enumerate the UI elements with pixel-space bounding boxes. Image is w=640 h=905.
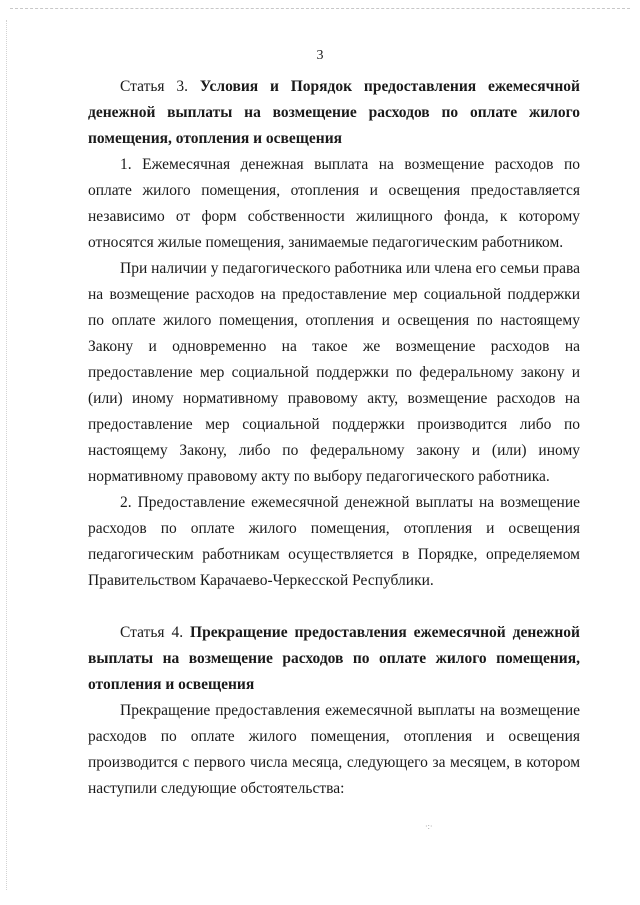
article-3-paragraph-1: 1. Ежемесячная денежная выплата на возмещение расходов по оплате жилого помещения, отопления и освещения предоставляется независимо от форм собственности жилищного фонда, к которому относятся жилые помещения, занимаемые педагогическим работником.: [88, 156, 580, 251]
article-3-heading: [88, 74, 580, 152]
article-4-paragraph-1: Прекращение предоставления ежемесячной выплаты на возмещение расходов по оплате жилого помещения, отопления и освещения производится с первого числа месяца, следующего за месяцем, в котором наступили следующие обстоятельства:: [88, 702, 580, 797]
page-number: 3: [316, 48, 324, 63]
article-3-paragraph-2: При наличии у педагогического работника или члена его семьи права на возмещение расходов на предоставление мер социальной поддержки по оплате жилого помещения, отопления и освещения по настоящему Закону и одновременно на такое же возмещение расходов на предоставление мер социальной поддержки по федеральному закону и (или) иному нормативному правовому акту, возмещение расходов на предоставление мер социальной поддержки производится либо по настоящему Закону, либо по федеральному закону и (или) иному нормативному правовому акту по выбору педагогического работника.: [88, 260, 581, 485]
article-3-paragraph-3: 2. Предоставление ежемесячной денежной выплаты на возмещение расходов по оплате жилого помещения, отопления и освещения педагогическим работникам осуществляется в Порядке, определяемом Правительством Карачаево-Черкесской Республики.: [88, 494, 580, 589]
document-body: [88, 74, 580, 802]
article-4-heading: [88, 620, 580, 698]
scan-speck: ·:·: [425, 822, 433, 831]
scan-edge-left: [6, 20, 7, 890]
article-3-title: Условия и Порядок предоставления ежемесячной денежной выплаты на возмещение расходов по оплате жилого помещения, отопления и освещения: [88, 78, 580, 147]
scan-edge-top: [10, 8, 630, 9]
article-4-title: Прекращение предоставления ежемесячной денежной выплаты на возмещение расходов по оплате жилого помещения, отопления и освещения: [88, 624, 580, 693]
article-3-label: Статья 3.: [120, 78, 188, 95]
section-spacer: [88, 594, 580, 620]
article-4-label: Статья 4.: [120, 624, 184, 641]
